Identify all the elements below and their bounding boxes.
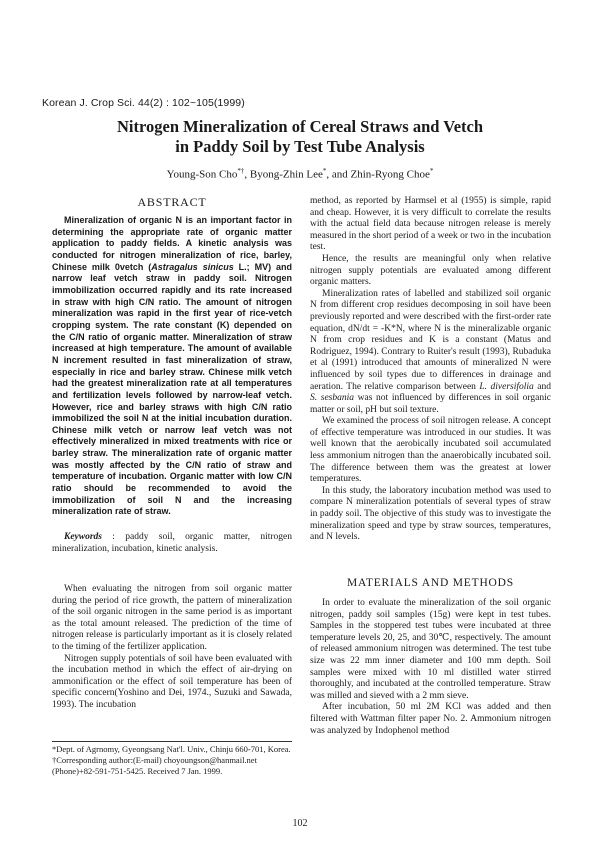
body-paragraph: method, as reported by Harmsel et al (1955) is simple, rapid and cheap. However, it is very difficult to correlate the results with the actual field data because nitrogen release is merely measured in the short period of a week or two in the incubation test. — [310, 196, 551, 253]
author-name: Young-Son Cho — [166, 168, 238, 181]
body-paragraph: Hence, the results are meaningful only when relative nitrogen supply potentials are evaluated among different organic matters. — [310, 253, 551, 288]
methods-body — [310, 598, 551, 737]
author-mark: * — [322, 167, 327, 175]
abstract-paragraph: Mineralization of organic N is an important factor in determining the appropriate rate of organic matter application to paddy fields. A kinetic analysis was conducted for nitrogen mineralization of rice, barley, Chinese milk 0vetch (Astragalus sinicus L.; MV) and narrow leaf vetch straw in paddy soil. Nitrogen immobilization occurred rapidly and its rate increased in straw with high C/N ratio. The amount of nitrogen mineralization was rapid in the first year of rice-vetch cropping system. The rate constant (K) depended on the C/N ratio of organic matter. Mineralization of straw increased at high temperature. The amount of available N increment resulted in fast mineralization of straw, especially in rice and barley straw. Chinese milk vetch had the greatest mineralization rate at all temperatures and fertilization levels followed by narrow-leaf vetch. However, rice and barley straws with high C/N ratio immobilized the soil N at the initial incubation duration. Chinese milk vetch or narrow leaf vetch was not effectively mineralized in mixed treatments with rice or barley straw. The mineralization rate of organic matter was mostly affected by the C/N ratio of straw and temperature of incubation. Organic matter with low C/N ratio should be recommended to avoid the immobilization of soil N and the increasing mineralization rate of straw. — [52, 215, 292, 517]
footnote-divider — [52, 741, 292, 742]
paper-title-line2: in Paddy Soil by Test Tube Analysis — [175, 137, 425, 156]
species-name: L. diversifolia — [479, 381, 534, 392]
intro-paragraph: Nitrogen supply potentials of soil have been evaluated with the incubation method in which the effect of air-drying on ammonification or the effect of soil temperature has been of specific concern(Yoshino and Dei, 1974., Suzuki and Sawada, 1993). The incubation — [52, 653, 292, 710]
introduction-body — [52, 584, 292, 712]
abstract-heading: ABSTRACT — [137, 195, 207, 209]
body-paragraph: In this study, the laboratory incubation method was used to compare N mineralization potentials of several types of straw in paddy soil. The objective of this study was to investigate the mineralization speed and type by straw sources, temperatures, and N levels. — [310, 485, 551, 543]
journal-citation: Korean J. Crop Sci. 44(2) : 102~105(1999) — [42, 97, 245, 109]
species-name: S. sesbania — [310, 393, 355, 404]
species-name: Astragalus sinicus — [151, 261, 234, 272]
keywords-list: : paddy soil, organic matter, nitrogen mineralization, incubation, kinetic analysis. — [52, 532, 292, 554]
author-list: Young-Son Cho*†, Byong-Zhin Lee*, and Zhin-Ryong Choe* — [166, 167, 434, 181]
abstract-body — [52, 215, 292, 518]
author-mark: * — [429, 167, 434, 175]
paper-title-line1: Nitrogen Mineralization of Cereal Straws and Vetch — [116, 117, 484, 136]
methods-paragraph: After incubation, 50 ml 2M KCl was added and then filtered with Wattman filter paper No. 2. Ammonium nitrogen was analyzed by Indophenol method — [310, 702, 551, 736]
methods-paragraph: In order to evaluate the mineralization of the soil organic nitrogen, paddy soil samples (15g) were kept in test tubes. Samples in the stoppered test tubes were incubated at three temperature levels 20, 25, and 30℃, respectively. The amount of released ammonium nitrogen was determined. The test tube size was 22 mm inner diameter and 100 mm depth. Soil samples were mixed with 10 ml distilled water stirred thoroughly, and incubated at the controlled temperature. Straw was milled and sieved with a 2 mm sieve. — [310, 598, 551, 701]
intro-paragraph: When evaluating the nitrogen from soil organic matter during the period of rice growth, the pattern of mineralization of the soil organic nitrogen in the same period is as important as the total amount released. The prediction of the time of nitrogen release is particularly important as it is closely related to the timing of the fertilizer application. — [52, 584, 292, 652]
footnote: *Dept. of Agrnomy, Gyeongsang Nat'l. Univ., Chinju 660-701, Korea. †Corresponding author:(E-mail) choyoungson@hanmail.net (Phone)+82-591-751-5425. Received 7 Jan. 1999. — [52, 744, 291, 776]
keywords-block — [52, 532, 292, 555]
page-number: 102 — [292, 818, 308, 829]
methods-heading: MATERIALS AND METHODS — [347, 577, 514, 589]
author-name: Zhin-Ryong Choe — [350, 168, 430, 181]
author-mark: *† — [237, 167, 245, 175]
keywords-label: Keywords — [64, 532, 102, 542]
author-name: Byong-Zhin Lee — [249, 168, 323, 181]
body-paragraph: Mineralization rates of labelled and stabilized soil organic N from different crop residues decomposing in soil have been previously reported and were described with the first-order rate equation, dN/dt = -K*N, where N is the mineralizable organic N from crop residues and K is a constant (Matus and Rodriguez, 1994). Contrary to Ruiter's result (1993), Rubaduka et al (1991) introduced that amounts of mineralized N were influenced by soil types due to differences in drainage and aeration. The relative comparison between L. diversifolia and S. sesbania was not influenced by differences in soil organic matter or soil, pH but soil texture. — [310, 288, 552, 415]
body-paragraph: We examined the process of soil nitrogen release. A concept of effective temperature was introduced in our studies. It was well known that the aerobically incubated soil accumulated less ammonium nitrogen than the anaerobically incubated soil. The difference between them was the greatest at lower temperatures. — [310, 416, 551, 485]
right-column-body — [310, 196, 551, 544]
